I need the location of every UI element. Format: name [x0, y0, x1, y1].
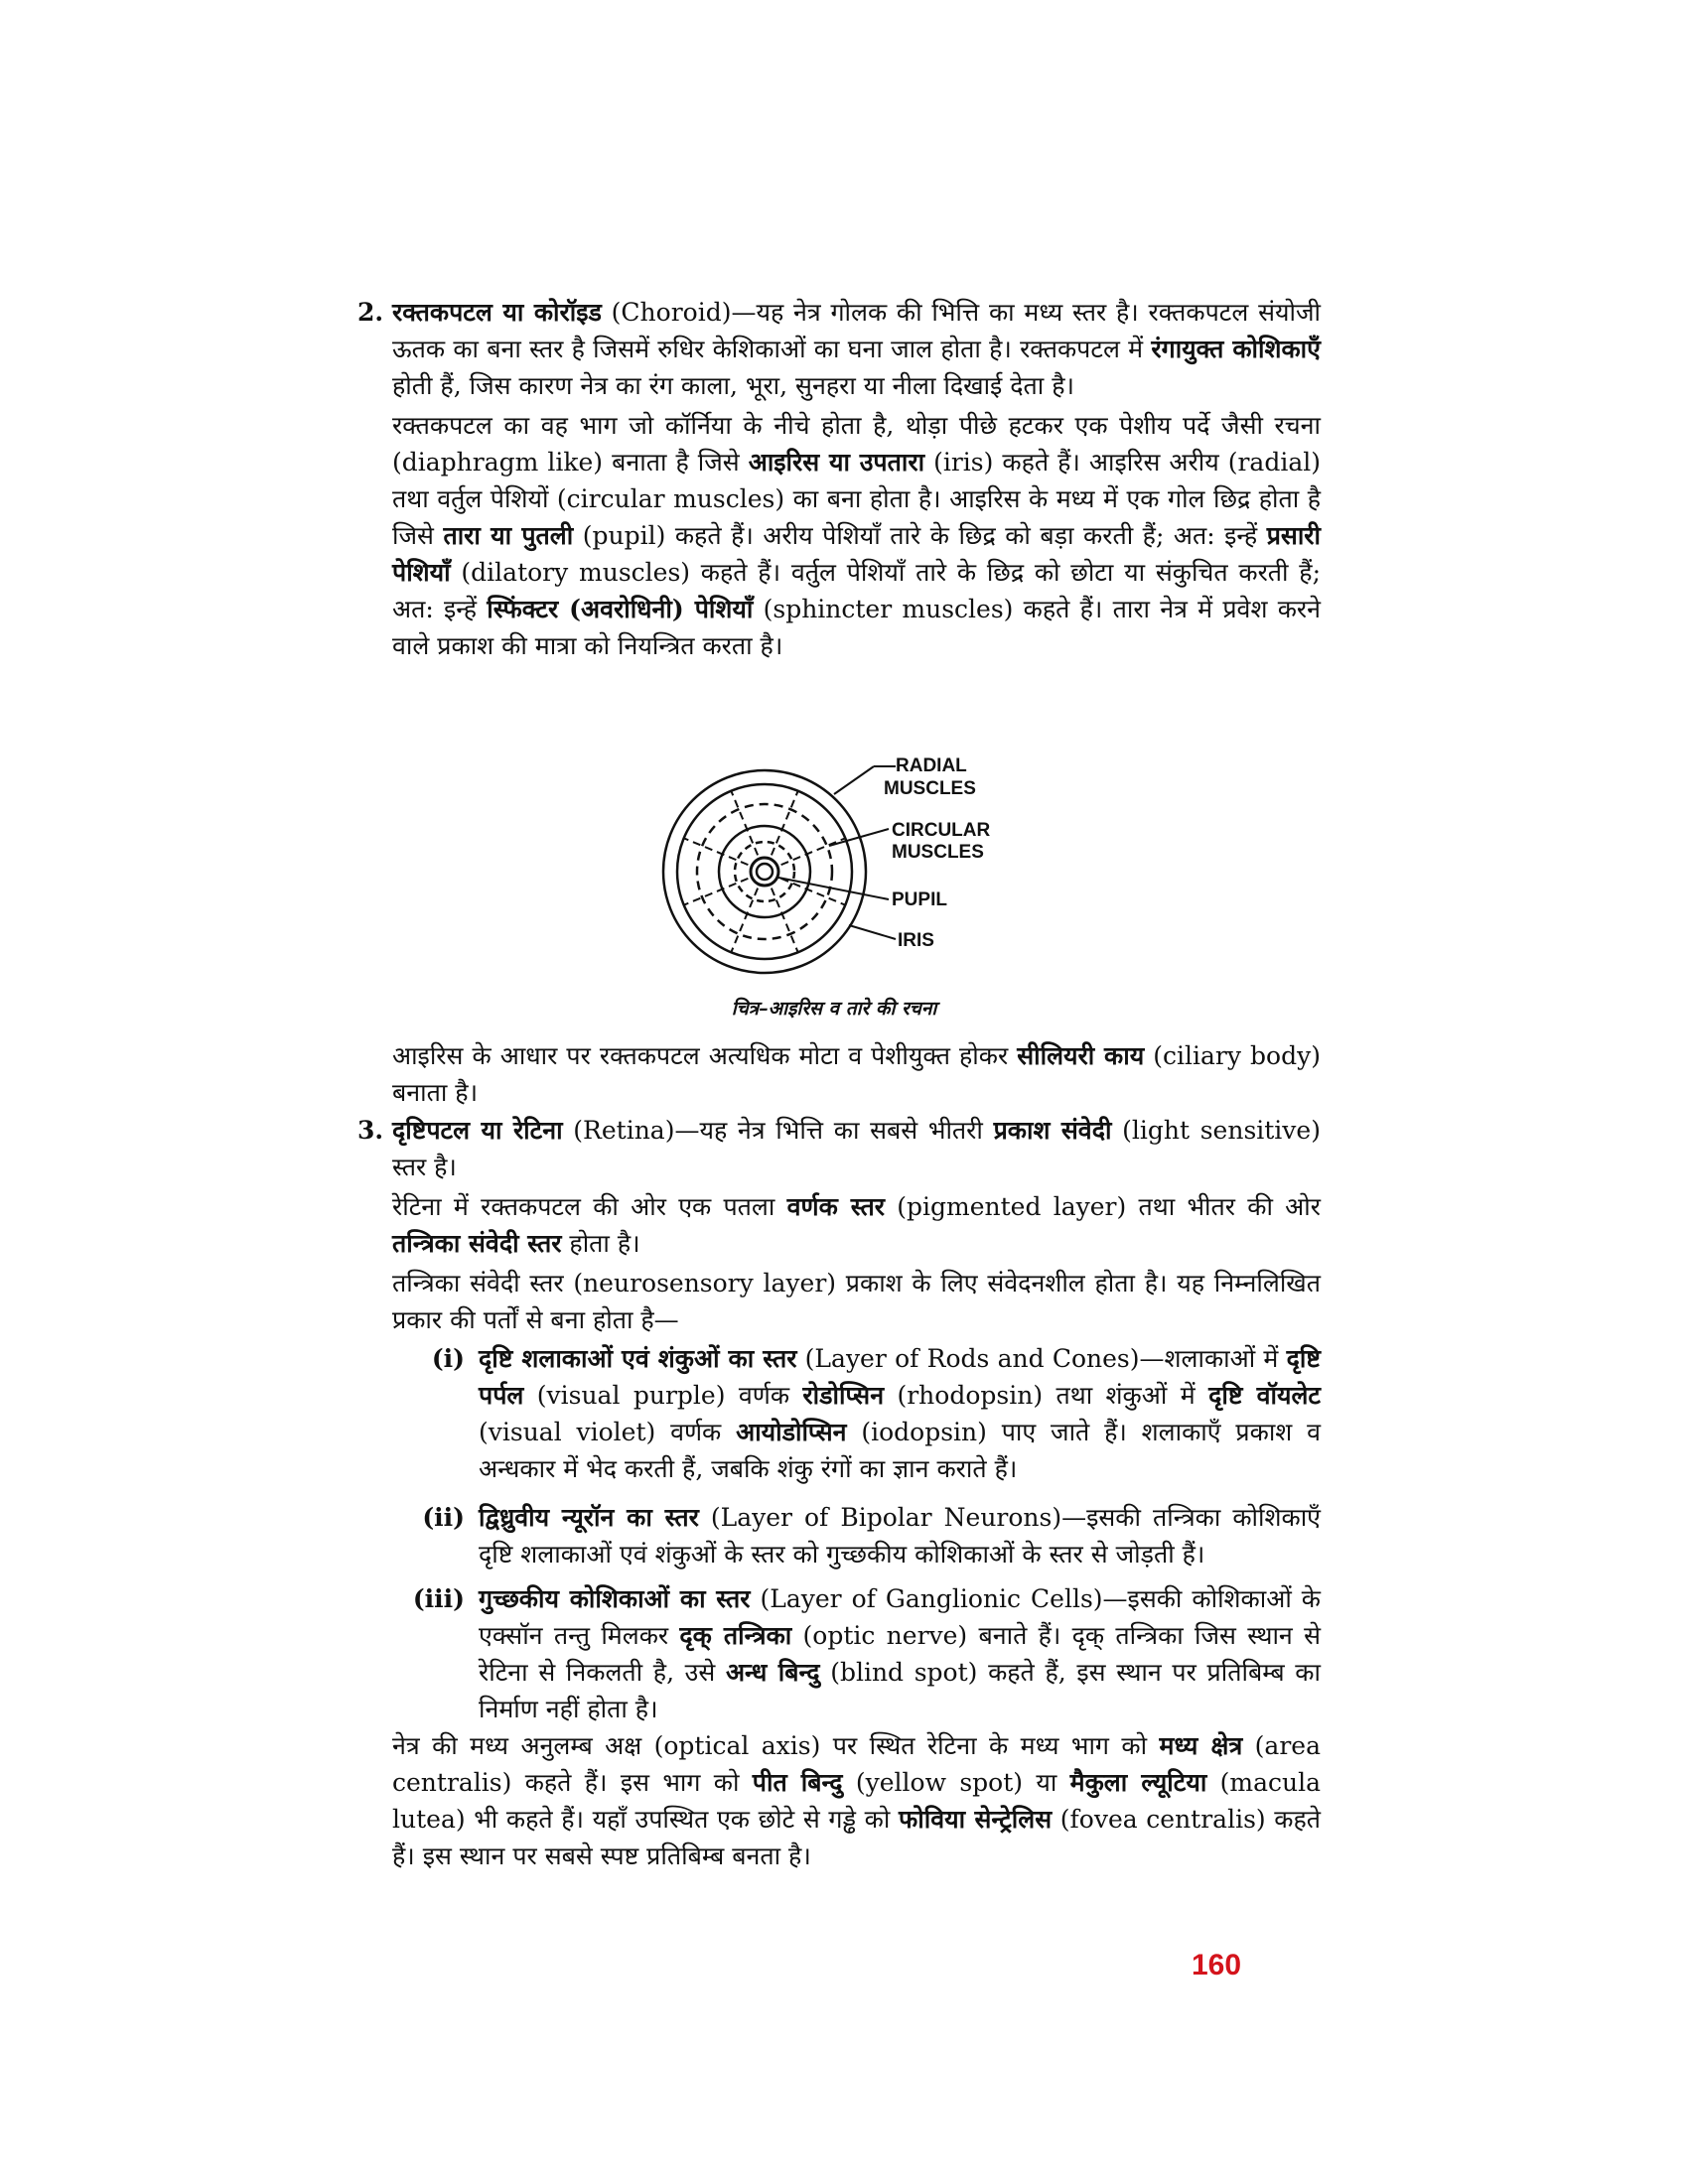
choroid-paragraph-2: रक्तकपटल का वह भाग जो कॉर्निया के नीचे होता है, थोड़ा पीछे हटकर एक पेशीय पर्दे जैसी रचना (diaphragm like) बनाता है जिसे आइरिस या उपतारा (iris) कहते हैं। आइरिस अरीय (radial) तथा वर्तुल पेशियों (circular muscles) का बना होता है। आइरिस के मध्य में एक गोल छिद्र होता है जिसे तारा या पुतली (pupil) कहते हैं। अरीय पेशियाँ तारे के छिद्र को बड़ा करती हैं; अत: इन्हें प्रसारी पेशियाँ (dilatory muscles) कहते हैं। वर्तुल पेशियाँ तारे के छिद्र को छोटा या संकुचित करती हैं; अत: इन्हें स्फिंक्टर (अवरोधिनी) पेशियाँ (sphincter muscles) कहते हैं। तारा नेत्र में प्रवेश करने वाले प्रकाश की मात्रा को नियन्त्रित करता है।	[392, 411, 1321, 660]
label-radial: RADIAL	[896, 755, 967, 776]
radial-muscle-line	[781, 838, 846, 865]
ciliary-paragraph: आइरिस के आधार पर रक्तकपटल अत्यधिक मोटा व पेशीयुक्त होकर सीलियरी काय (ciliary body) बनाता है।	[392, 1041, 1321, 1107]
retina-paragraph-2: रेटिना में रक्तकपटल की ओर एक पतला वर्णक स्तर (pigmented layer) तथा भीतर की ओर तन्त्रिका संवेदी स्तर होता है।	[392, 1192, 1321, 1258]
label-muscles-2: MUSCLES	[892, 842, 984, 863]
retina-layer-rods-cones: (i) दृष्टि शलाकाओं एवं शंकुओं का स्तर (Layer of Rods and Cones)—शलाकाओं में दृष्टि पर्पल (visual purple) वर्णक रोडोप्सिन (rhodopsin) तथा शंकुओं में दृष्टि वॉयलेट (visual violet) वर्णक आयोडोप्सिन (iodopsin) पाए जाते हैं। शलाकाएँ प्रकाश व अन्धकार में भेद करती हैं, जबकि शंकु रंगों का ज्ञान कराते हैं।	[407, 1340, 1321, 1487]
radial-leader-line	[834, 766, 874, 794]
item-number: (iii)	[412, 1584, 465, 1613]
iris-outline	[663, 770, 866, 973]
pupil-leader-line	[778, 878, 889, 899]
item-number: (i)	[431, 1344, 465, 1373]
radial-muscle-line	[731, 791, 758, 856]
radial-muscle-lines	[684, 791, 846, 953]
item-number: (ii)	[422, 1503, 465, 1532]
page-number: 160	[1192, 1949, 1242, 1981]
circular-muscle-ring-2	[719, 826, 810, 917]
section-number: 2.	[357, 298, 384, 327]
fovea-paragraph: नेत्र की मध्य अनुलम्ब अक्ष (optical axis) पर स्थित रेटिना के मध्य भाग को मध्य क्षेत्र (area centralis) कहते हैं। इस भाग को पीत बिन्दु (yellow spot) या मैकुला ल्यूटिया (macula lutea) भी कहते हैं। यहाँ उपस्थित एक छोटे से गड्ढे को फोविया सेन्ट्रेलिस (fovea centralis) कहते हैं। इस स्थान पर सबसे स्पष्ट प्रतिबिम्ब बनता है।	[392, 1731, 1322, 1870]
iris-inner-ring	[677, 784, 852, 959]
retina-paragraph-3: तन्त्रिका संवेदी स्तर (neurosensory layer) प्रकाश के लिए संवेदनशील होता है। यह निम्नलिखित प्रकार की पर्तों से बना होता है—	[392, 1269, 1321, 1334]
radial-muscle-line	[772, 888, 798, 953]
iris-diagram-svg	[635, 754, 1033, 993]
section-number: 3.	[357, 1116, 384, 1145]
retina-layer-bipolar: (ii) द्विध्रुवीय न्यूरॉन का स्तर (Layer of Bipolar Neurons)—इसकी तन्त्रिका कोशिकाएँ दृष्टि शलाकाओं एवं शंकुओं के स्तर को गुच्छकीय कोशिकाओं के स्तर से जोड़ती हैं।	[407, 1499, 1321, 1572]
label-pupil: PUPIL	[892, 889, 947, 910]
retina-layer-ganglionic: (iii) गुच्छकीय कोशिकाओं का स्तर (Layer of Ganglionic Cells)—इसकी कोशिकाओं के एक्सॉन तन्तु मिलकर दृक् तन्त्रिका (optic nerve) बनाते हैं। दृक् तन्त्रिका जिस स्थान से रेटिना से निकलती है, उसे अन्ध बिन्दु (blind spot) कहते हैं, इस स्थान पर प्रतिबिम्ब का निर्माण नहीं होता है।	[407, 1580, 1321, 1727]
radial-muscle-line	[781, 879, 846, 905]
radial-muscle-line	[684, 879, 749, 905]
radial-muscle-line	[731, 888, 758, 953]
pupil-circle	[751, 858, 778, 886]
pupil-center	[757, 864, 773, 880]
radial-muscle-line	[772, 791, 798, 856]
radial-muscle-line	[684, 838, 749, 865]
label-circular: CIRCULAR	[892, 820, 991, 841]
label-muscles: MUSCLES	[884, 778, 976, 799]
iris-leader-line	[849, 925, 896, 939]
circular-muscle-ring-3	[735, 842, 794, 901]
figure-caption: चित्र–आइरिस व तारे की रचना	[731, 998, 937, 1020]
label-iris: IRIS	[898, 930, 934, 951]
section-retina	[357, 1112, 1321, 1338]
circular-leader-line	[829, 829, 889, 846]
retina-paragraph-1: दृष्टिपटल या रेटिना (Retina)—यह नेत्र भित्ति का सबसे भीतरी प्रकाश संवेदी (light sensitive) स्तर है।	[392, 1116, 1321, 1181]
choroid-paragraph-1: रक्तकपटल या कोरॉइड (Choroid)—यह नेत्र गोलक की भित्ति का मध्य स्तर है। रक्तकपटल संयोजी ऊतक का बना स्तर है जिसमें रुधिर केशिकाओं का घना जाल होता है। रक्तकपटल में रंगायुक्त कोशिकाएँ होती हैं, जिस कारण नेत्र का रंग काला, भूरा, सुनहरा या नीला दिखाई देता है।	[392, 298, 1322, 400]
section-choroid	[357, 294, 1321, 664]
circular-muscle-ring-1	[697, 804, 832, 939]
